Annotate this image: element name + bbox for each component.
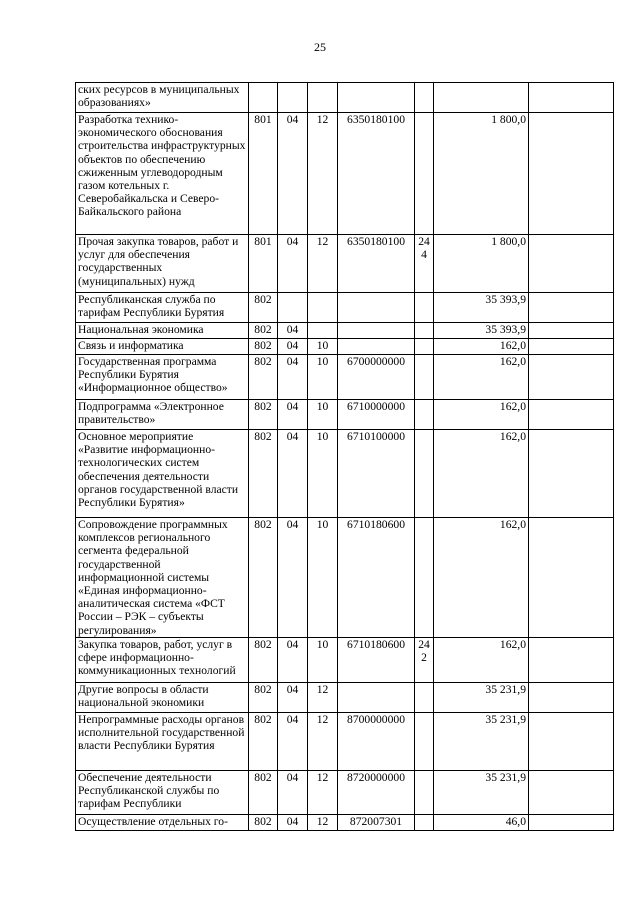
- row-sum: 162,0: [434, 430, 529, 518]
- row-target-code: [338, 293, 415, 323]
- row-target-code: [338, 339, 415, 355]
- row-ministry-code: 802: [249, 293, 278, 323]
- row-section-code: 04: [278, 683, 308, 713]
- table-row: [76, 683, 614, 713]
- row-subsection-code: 10: [308, 638, 338, 683]
- row-subsection-code: 12: [308, 235, 338, 293]
- table-row: [76, 293, 614, 323]
- row-target-code: 6710180600: [338, 638, 415, 683]
- row-name: Закупка товаров, работ, услуг в сфере информационно-коммуникационных технологий: [76, 638, 249, 683]
- row-empty-cell: [529, 293, 614, 323]
- table-row: [76, 235, 614, 293]
- row-sum: 35 393,9: [434, 323, 529, 339]
- row-section-code: 04: [278, 771, 308, 815]
- row-section-code: 04: [278, 235, 308, 293]
- row-ministry-code: 801: [249, 113, 278, 235]
- row-name: Осуществление отдельных го-: [76, 815, 249, 831]
- row-name: Национальная экономика: [76, 323, 249, 339]
- row-ministry-code: [249, 83, 278, 113]
- row-sum: 35 231,9: [434, 683, 529, 713]
- table-row: [76, 430, 614, 518]
- row-target-code: 6710000000: [338, 400, 415, 430]
- row-sum: 162,0: [434, 638, 529, 683]
- row-subsection-code: 10: [308, 430, 338, 518]
- row-empty-cell: [529, 400, 614, 430]
- row-empty-cell: [529, 638, 614, 683]
- table-row: [76, 638, 614, 683]
- row-name: Другие вопросы в области национальной экономики: [76, 683, 249, 713]
- row-expense-type-code: [415, 355, 434, 400]
- row-ministry-code: 802: [249, 815, 278, 831]
- row-ministry-code: 801: [249, 235, 278, 293]
- row-ministry-code: 802: [249, 713, 278, 771]
- row-section-code: [278, 83, 308, 113]
- row-section-code: 04: [278, 355, 308, 400]
- row-section-code: 04: [278, 339, 308, 355]
- row-empty-cell: [529, 713, 614, 771]
- row-empty-cell: [529, 235, 614, 293]
- row-section-code: [278, 293, 308, 323]
- row-expense-type-code: [415, 713, 434, 771]
- row-expense-type-code: [415, 113, 434, 235]
- row-section-code: 04: [278, 518, 308, 638]
- row-ministry-code: 802: [249, 638, 278, 683]
- row-ministry-code: 802: [249, 430, 278, 518]
- row-subsection-code: 12: [308, 683, 338, 713]
- table-row: [76, 339, 614, 355]
- row-ministry-code: 802: [249, 339, 278, 355]
- row-subsection-code: 10: [308, 518, 338, 638]
- table-row: [76, 518, 614, 638]
- row-expense-type-code: [415, 400, 434, 430]
- row-name: Республиканская служба по тарифам Республики Бурятия: [76, 293, 249, 323]
- row-empty-cell: [529, 355, 614, 400]
- row-subsection-code: [308, 323, 338, 339]
- row-subsection-code: [308, 293, 338, 323]
- row-sum: 162,0: [434, 400, 529, 430]
- row-empty-cell: [529, 83, 614, 113]
- row-empty-cell: [529, 113, 614, 235]
- row-name: Основное мероприятие «Развитие информационно-технологических систем обеспечения деятельности органов государственной власти Республики Бурятия»: [76, 430, 249, 518]
- row-subsection-code: 12: [308, 713, 338, 771]
- row-section-code: 04: [278, 430, 308, 518]
- table-row: [76, 400, 614, 430]
- row-name: Связь и информатика: [76, 339, 249, 355]
- row-subsection-code: 12: [308, 771, 338, 815]
- row-ministry-code: 802: [249, 683, 278, 713]
- row-name: Государственная программа Республики Бурятия «Информационное общество»: [76, 355, 249, 400]
- row-ministry-code: 802: [249, 323, 278, 339]
- row-expense-type-code: [415, 771, 434, 815]
- row-sum: [434, 83, 529, 113]
- row-name: Обеспечение деятельности Республиканской службы по тарифам Республики: [76, 771, 249, 815]
- row-sum: 1 800,0: [434, 113, 529, 235]
- row-subsection-code: 10: [308, 400, 338, 430]
- row-subsection-code: [308, 83, 338, 113]
- row-section-code: 04: [278, 400, 308, 430]
- row-target-code: 6350180100: [338, 113, 415, 235]
- row-ministry-code: 802: [249, 400, 278, 430]
- row-section-code: 04: [278, 323, 308, 339]
- table-row: [76, 113, 614, 235]
- row-expense-type-code: [415, 430, 434, 518]
- table-row: [76, 355, 614, 400]
- row-ministry-code: 802: [249, 355, 278, 400]
- row-empty-cell: [529, 771, 614, 815]
- row-empty-cell: [529, 323, 614, 339]
- row-expense-type-code: [415, 815, 434, 831]
- row-sum: 35 393,9: [434, 293, 529, 323]
- row-expense-type-code: 242: [415, 638, 434, 683]
- row-sum: 162,0: [434, 339, 529, 355]
- table-row: [76, 815, 614, 831]
- row-target-code: 6710100000: [338, 430, 415, 518]
- row-name: Непрограммные расходы органов исполнительной государственной власти Республики Бурятия: [76, 713, 249, 771]
- row-section-code: 04: [278, 113, 308, 235]
- row-ministry-code: 802: [249, 771, 278, 815]
- row-target-code: 6710180600: [338, 518, 415, 638]
- page-number: 25: [314, 40, 326, 54]
- row-sum: 1 800,0: [434, 235, 529, 293]
- row-expense-type-code: [415, 339, 434, 355]
- row-subsection-code: 10: [308, 339, 338, 355]
- row-target-code: [338, 83, 415, 113]
- row-empty-cell: [529, 815, 614, 831]
- row-expense-type-code: [415, 293, 434, 323]
- row-empty-cell: [529, 683, 614, 713]
- row-empty-cell: [529, 518, 614, 638]
- row-target-code: 8700000000: [338, 713, 415, 771]
- row-name: Сопровождение программных комплексов регионального сегмента федеральной государственной информационной системы «Единая информационно-аналитическая система «ФСТ России – РЭК – субъекты регулирования»: [76, 518, 249, 638]
- row-empty-cell: [529, 339, 614, 355]
- row-target-code: 6700000000: [338, 355, 415, 400]
- budget-table: [75, 82, 614, 831]
- row-target-code: [338, 683, 415, 713]
- row-expense-type-code: [415, 518, 434, 638]
- row-expense-type-code: [415, 323, 434, 339]
- budget-table-body: [76, 83, 614, 831]
- row-section-code: 04: [278, 815, 308, 831]
- row-sum: 35 231,9: [434, 713, 529, 771]
- row-sum: 162,0: [434, 355, 529, 400]
- row-expense-type-code: [415, 83, 434, 113]
- row-subsection-code: 12: [308, 113, 338, 235]
- row-name: Прочая закупка товаров, работ и услуг для обеспечения государственных (муниципальных) нужд: [76, 235, 249, 293]
- row-name: Разработка технико-экономического обоснования строительства инфраструктурных объектов по обеспечению сжиженным углеводородным газом котельных г. Северобайкальска и Северо-Байкальского района: [76, 113, 249, 235]
- row-expense-type-code: [415, 683, 434, 713]
- row-subsection-code: 12: [308, 815, 338, 831]
- row-section-code: 04: [278, 638, 308, 683]
- row-target-code: [338, 323, 415, 339]
- row-sum: 46,0: [434, 815, 529, 831]
- table-row: [76, 323, 614, 339]
- row-name: ских ресурсов в муниципальных образованиях»: [76, 83, 249, 113]
- row-empty-cell: [529, 430, 614, 518]
- table-row: [76, 771, 614, 815]
- row-target-code: 6350180100: [338, 235, 415, 293]
- table-row: [76, 713, 614, 771]
- row-section-code: 04: [278, 713, 308, 771]
- table-row: [76, 83, 614, 113]
- row-subsection-code: 10: [308, 355, 338, 400]
- row-sum: 35 231,9: [434, 771, 529, 815]
- row-target-code: 8720000000: [338, 771, 415, 815]
- row-target-code: 872007301: [338, 815, 415, 831]
- row-ministry-code: 802: [249, 518, 278, 638]
- row-expense-type-code: 244: [415, 235, 434, 293]
- row-sum: 162,0: [434, 518, 529, 638]
- row-name: Подпрограмма «Электронное правительство»: [76, 400, 249, 430]
